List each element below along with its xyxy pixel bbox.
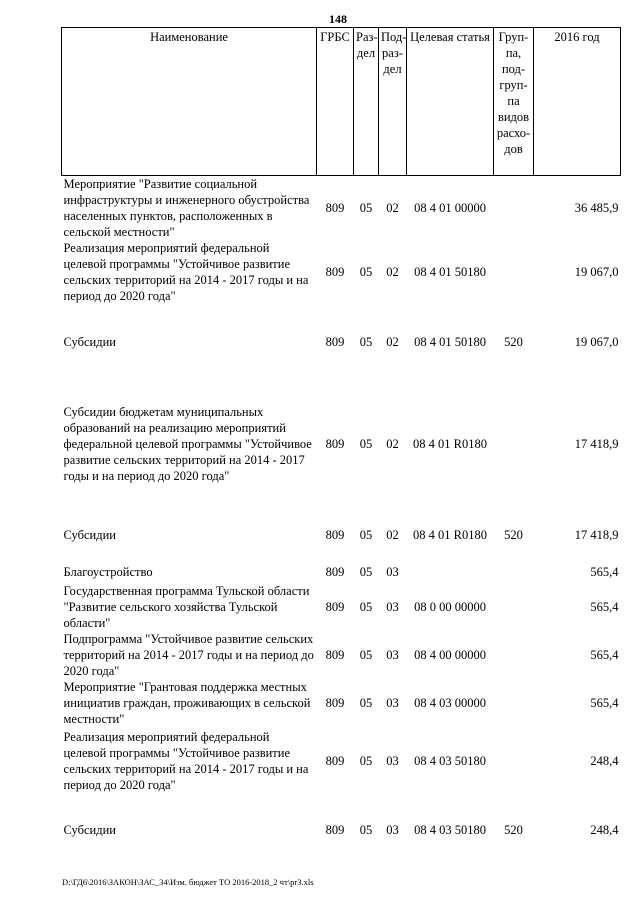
row-amount: 248,4 (590, 823, 619, 837)
row-name: Благоустройство (63, 565, 153, 579)
row-target: 08 4 01 50180 (414, 265, 486, 279)
row-group (494, 631, 534, 679)
row-razdel: 05 (359, 565, 373, 579)
row-amount: 17 418,9 (574, 437, 619, 451)
row-podrazdel: 03 (386, 696, 399, 710)
row-amount: 248,4 (590, 754, 619, 768)
row-razdel: 05 (359, 696, 373, 710)
row-name: Мероприятие "Грантовая поддержка местных инициатив граждан, проживающих в сельской местности" (63, 680, 311, 726)
row-name: Реализация мероприятий федеральной целевой программы "Устойчивое развитие сельских территорий на 2014 - 2017 годы и на период до 2020 года" (63, 730, 309, 792)
row-group (494, 240, 534, 304)
header-podrazdel (379, 28, 407, 176)
row-grbs: 809 (325, 823, 345, 837)
table-row (62, 176, 621, 241)
row-amount: 565,4 (590, 600, 619, 614)
row-grbs: 809 (325, 754, 345, 768)
table-row (62, 679, 621, 727)
row-group (494, 561, 534, 583)
row-target (407, 561, 494, 583)
row-podrazdel: 02 (386, 335, 399, 349)
row-podrazdel: 03 (386, 600, 399, 614)
row-name: Мероприятие "Развитие социальной инфраструктуры и инженерного обустройства населенных пунктов, расположенных в сельской местности" (63, 177, 310, 239)
row-amount: 17 418,9 (574, 527, 619, 542)
row-target: 08 4 03 50180 (414, 823, 486, 837)
row-name: Государственная программа Тульской области "Развитие сельского хозяйства Тульской области" (63, 584, 310, 630)
row-razdel: 05 (359, 754, 373, 768)
row-razdel: 05 (359, 201, 373, 215)
row-name: Подпрограмма "Устойчивое развитие сельских территорий на 2014 - 2017 годы и на период до 2020 года" (63, 632, 314, 678)
table-row (62, 561, 621, 583)
table-row (62, 795, 621, 865)
row-amount: 36 485,9 (574, 201, 619, 215)
table-row (62, 380, 621, 508)
budget-table (61, 27, 621, 865)
row-target: 08 4 00 00000 (414, 648, 486, 662)
row-target: 08 4 03 00000 (414, 696, 486, 710)
row-group (494, 583, 534, 631)
row-group (494, 380, 534, 508)
row-razdel: 05 (359, 600, 373, 614)
header-name-label: Наименование (150, 30, 228, 44)
row-podrazdel: 03 (386, 565, 399, 579)
row-grbs: 809 (325, 565, 345, 579)
row-target: 08 4 01 R0180 (413, 527, 487, 542)
header-grbs-label: ГРБС (320, 30, 350, 44)
row-name: Субсидии (63, 335, 116, 349)
row-amount: 565,4 (590, 565, 619, 579)
row-amount: 19 067,0 (574, 265, 619, 279)
row-grbs: 809 (325, 648, 345, 662)
row-group (494, 727, 534, 795)
row-group: 520 (504, 335, 523, 349)
row-target: 08 4 01 00000 (414, 201, 486, 215)
row-podrazdel: 03 (386, 648, 399, 662)
header-razdel (354, 28, 379, 176)
row-target: 08 4 01 R0180 (413, 437, 487, 451)
row-grbs: 809 (325, 201, 345, 215)
row-target: 08 0 00 00000 (414, 600, 486, 614)
row-target: 08 4 03 50180 (414, 754, 486, 768)
row-razdel: 05 (359, 265, 373, 279)
header-target (407, 28, 494, 176)
row-razdel: 05 (359, 335, 373, 349)
row-amount: 565,4 (590, 648, 619, 662)
row-grbs: 809 (325, 600, 345, 614)
row-amount: 19 067,0 (574, 335, 619, 349)
row-razdel: 05 (359, 437, 373, 451)
row-target: 08 4 01 50180 (414, 335, 486, 349)
header-group-label: Груп- па, под- груп- па видов расхо- дов (496, 30, 531, 156)
table-row (62, 631, 621, 679)
row-group (494, 176, 534, 241)
row-group: 520 (504, 823, 523, 837)
row-grbs: 809 (325, 527, 345, 542)
row-grbs: 809 (325, 696, 345, 710)
header-target-label: Целевая статья (410, 30, 490, 44)
row-razdel: 05 (359, 823, 373, 837)
row-name: Реализация мероприятий федеральной целевой программы "Устойчивое развитие сельских территорий на 2014 - 2017 годы и на период до 2020 года" (63, 241, 309, 303)
table-row (62, 240, 621, 304)
row-name: Субсидии (63, 527, 116, 542)
row-podrazdel: 02 (386, 437, 399, 451)
header-year (534, 28, 621, 176)
row-razdel: 05 (359, 648, 373, 662)
row-podrazdel: 03 (386, 823, 399, 837)
header-group (494, 28, 534, 176)
row-amount: 565,4 (590, 696, 619, 710)
row-razdel: 05 (359, 527, 373, 542)
row-podrazdel: 03 (386, 754, 399, 768)
header-podrazdel-label: Под- раз- дел (381, 30, 407, 76)
row-group (494, 679, 534, 727)
table-row (62, 304, 621, 380)
header-year-label: 2016 год (554, 30, 600, 44)
row-podrazdel: 02 (386, 265, 399, 279)
table-row (62, 727, 621, 795)
table-row (62, 508, 621, 561)
header-name (62, 28, 317, 176)
page-number: 148 (329, 12, 347, 26)
row-podrazdel: 02 (386, 527, 399, 542)
table-header-row (62, 28, 621, 176)
row-group: 520 (504, 527, 523, 542)
header-grbs (317, 28, 354, 176)
row-name: Субсидии бюджетам муниципальных образований на реализацию мероприятий федеральной целевой программы "Устойчивое развитие сельских территорий на 2014 - 2017 годы и на период до 2020 года" (63, 405, 312, 483)
row-grbs: 809 (325, 437, 345, 451)
row-grbs: 809 (325, 335, 345, 349)
row-podrazdel: 02 (386, 201, 399, 215)
file-path-footer: D:\ГД6\2016\ЗАКОН\ЗАС_34\Изм. бюджет ТО 2016-2018_2 чт\pr3.xls (62, 877, 314, 887)
table-row (62, 583, 621, 631)
header-razdel-label: Раз- дел (356, 30, 378, 60)
row-name: Субсидии (63, 823, 116, 837)
row-grbs: 809 (325, 265, 345, 279)
